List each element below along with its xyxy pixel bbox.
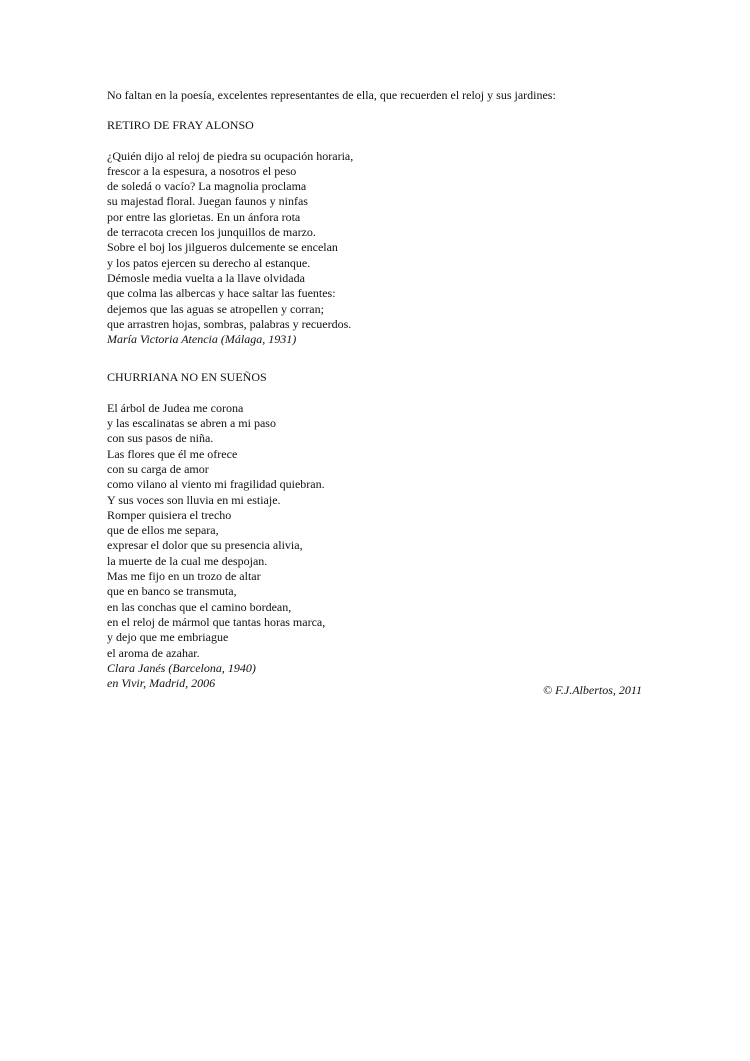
verse-line: con su carga de amor <box>107 461 209 476</box>
verse-line: frescor a la espesura, a nosotros el peso <box>107 163 297 178</box>
verse-line: Romper quisiera el trecho <box>107 507 232 522</box>
verse-line: Mas me fijo en un trozo de altar <box>107 569 261 584</box>
verse-line: en las conchas que el camino bordean, <box>107 599 292 614</box>
verse-line: y las escalinatas se abren a mi paso <box>107 416 276 431</box>
verse-line: en el reloj de mármol que tantas horas marca, <box>107 614 326 629</box>
verse-line: como vilano al viento mi fragilidad quiebran. <box>107 477 325 492</box>
verse-line: Démosle media vuelta a la llave olvidada <box>107 270 305 285</box>
document-body <box>107 88 647 691</box>
poem-title-retiro: RETIRO DE FRAY ALONSO <box>107 118 254 133</box>
verse-line: El árbol de Judea me corona <box>107 400 244 415</box>
verse-line: ¿Quién dijo al reloj de piedra su ocupación horaria, <box>107 148 354 163</box>
verse-line: de terracota crecen los junquillos de marzo. <box>107 225 316 240</box>
verse-line: y los patos ejercen su derecho al estanque. <box>107 255 311 270</box>
verse-line: con sus pasos de niña. <box>107 431 214 446</box>
verse-line: que colma las albercas y hace saltar las fuentes: <box>107 286 336 301</box>
verse-line: por entre las glorietas. En un ánfora rota <box>107 209 301 224</box>
intro-paragraph: No faltan en la poesía, excelentes representantes de ella, que recuerden el reloj y sus jardines: <box>107 88 556 102</box>
poem-title-churriana: CHURRIANA NO EN SUEÑOS <box>107 370 267 385</box>
verse-line: que de ellos me separa, <box>107 523 219 538</box>
verse-line: expresar el dolor que su presencia alivia, <box>107 538 303 553</box>
poem-retiro <box>107 149 647 348</box>
verse-line: que arrastren hojas, sombras, palabras y recuerdos. <box>107 316 352 331</box>
poem-author-credit: María Victoria Atencia (Málaga, 1931) <box>107 332 297 347</box>
poem-source-credit: en Vivir, Madrid, 2006 <box>107 676 216 691</box>
verse-line: y dejo que me embriague <box>107 630 229 645</box>
verse-line: la muerte de la cual me despojan. <box>107 553 268 568</box>
verse-line: que en banco se transmuta, <box>107 584 237 599</box>
verse-line: Sobre el boj los jilgueros dulcemente se encelan <box>107 240 338 255</box>
verse-line: de soledá o vacío? La magnolia proclama <box>107 179 307 194</box>
verse-line: dejemos que las aguas se atropellen y corran; <box>107 301 324 316</box>
poem-author-credit: Clara Janés (Barcelona, 1940) <box>107 660 256 675</box>
verse-line: Las flores que él me ofrece <box>107 446 238 461</box>
verse-line: Y sus voces son lluvia en mi estiaje. <box>107 492 281 507</box>
verse-line: el aroma de azahar. <box>107 645 200 660</box>
copyright-notice: © F.J.Albertos, 2011 <box>543 683 642 697</box>
poem-churriana <box>107 401 647 692</box>
verse-line: su majestad floral. Juegan faunos y ninfas <box>107 194 308 209</box>
